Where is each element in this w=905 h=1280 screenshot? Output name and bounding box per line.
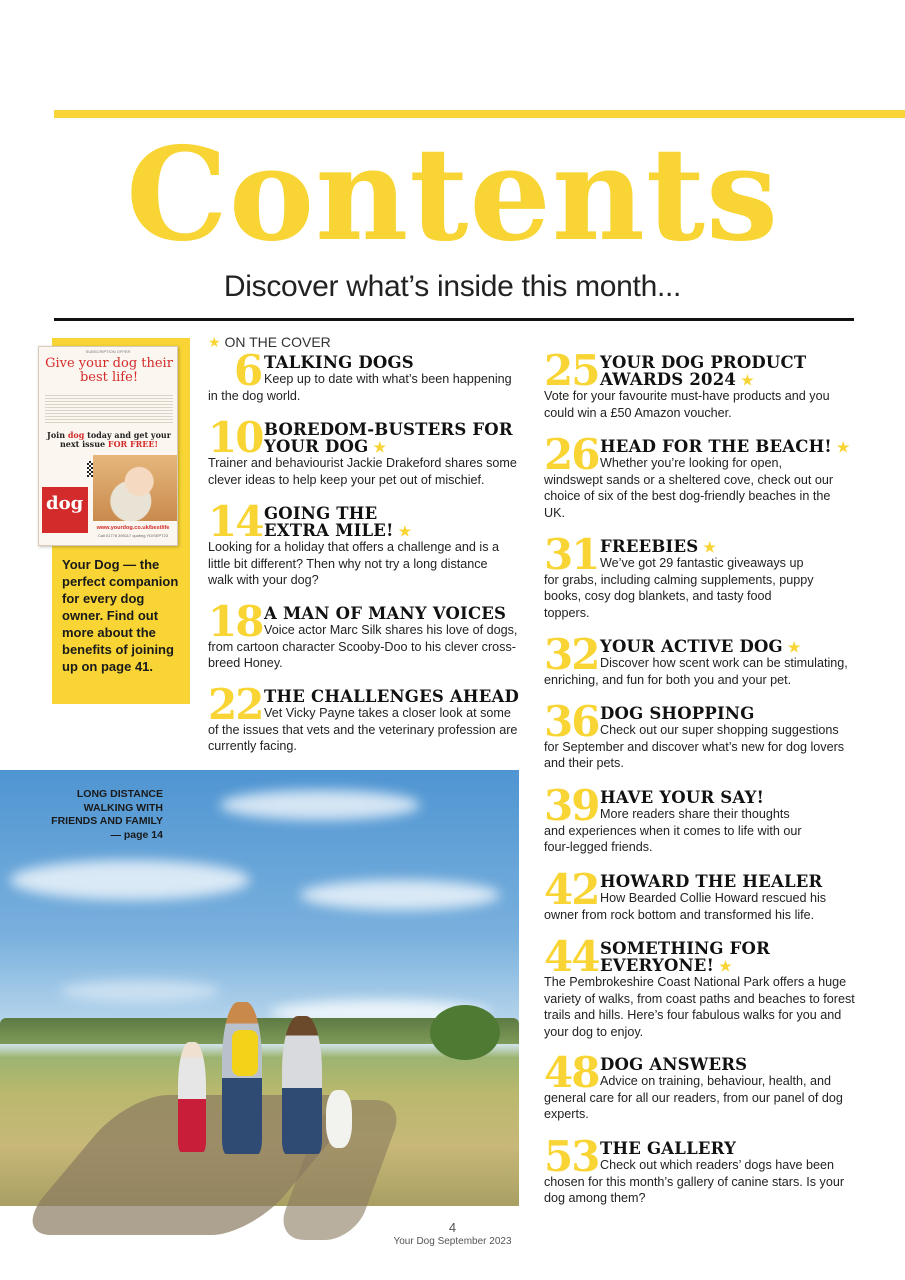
entry-title-line-1: THE CHALLENGES AHEAD bbox=[264, 687, 519, 706]
contents-entry[interactable] bbox=[208, 497, 520, 588]
magazine-cover-title: dog bbox=[46, 493, 84, 514]
entry-title bbox=[600, 354, 806, 371]
top-rule bbox=[54, 110, 905, 118]
page-number-label: 10 bbox=[208, 413, 263, 462]
contents-entry[interactable] bbox=[544, 932, 856, 1040]
contents-entry[interactable] bbox=[544, 346, 856, 420]
promo-tagline: SUBSCRIPTION OFFER bbox=[85, 349, 131, 354]
promo-join-text-2: today and get your next issue bbox=[59, 430, 171, 449]
promo-url[interactable]: www.yourdog.co.uk/bestlife bbox=[96, 525, 170, 531]
entry-title-line-1: YOUR DOG PRODUCT bbox=[600, 353, 807, 372]
entry-title-line-1: DOG ANSWERS bbox=[600, 1055, 748, 1074]
promo-join-text: Join bbox=[47, 430, 66, 440]
page-number-label: 18 bbox=[208, 597, 263, 646]
entry-title-line-2: YOUR DOG bbox=[264, 437, 369, 456]
promo-photo bbox=[93, 455, 177, 521]
entry-description: Whether you’re looking for open, windswept sands or a sheltered cove, check out our choice of six of the best dog-friendly beaches in the UK. bbox=[544, 456, 834, 521]
promo-join-free: FOR FREE! bbox=[107, 438, 159, 449]
boy-walker bbox=[282, 1016, 322, 1154]
entry-title bbox=[264, 605, 506, 622]
entry-title-line-1: FREEBIES bbox=[600, 537, 699, 556]
star-icon: ★ bbox=[831, 440, 850, 456]
child-walker bbox=[178, 1042, 206, 1152]
entry-title bbox=[600, 1140, 736, 1157]
entry-description: Vote for your favourite must-have products and you could win a £50 Amazon voucher. bbox=[544, 389, 830, 420]
entry-title bbox=[264, 421, 513, 438]
page-number-label: 48 bbox=[544, 1048, 599, 1097]
white-dog bbox=[326, 1090, 352, 1148]
page-number-label: 44 bbox=[544, 932, 599, 981]
contents-entry[interactable] bbox=[544, 697, 856, 771]
contents-entry[interactable] bbox=[208, 597, 520, 671]
promo-headline: Give your dog their best life! bbox=[45, 356, 173, 386]
entry-description: How Bearded Collie Howard rescued his owner from rock bottom and transformed his life. bbox=[544, 891, 827, 922]
entry-title-line-1: A MAN OF MANY VOICES bbox=[264, 604, 507, 623]
promo-fineprint: Call 01778 395117 quoting YD/SEPT23 bbox=[97, 533, 169, 538]
entry-description: More readers share their thoughts and experiences when it comes to life with our four-legged friends. bbox=[544, 807, 802, 855]
entry-title-line-1: DOG SHOPPING bbox=[600, 704, 755, 723]
entry-description: Discover how scent work can be stimulating, enriching, and fun for both you and your pet. bbox=[544, 656, 848, 687]
divider bbox=[54, 318, 854, 321]
contents-entry[interactable] bbox=[208, 346, 520, 403]
on-the-cover-label bbox=[208, 334, 331, 351]
star-icon: ★ bbox=[368, 440, 387, 456]
contents-entry[interactable] bbox=[208, 680, 520, 754]
entry-title bbox=[600, 873, 822, 890]
page-number-label: 31 bbox=[544, 530, 599, 579]
contents-entry[interactable] bbox=[208, 413, 520, 487]
star-icon: ★ bbox=[736, 373, 754, 389]
entry-title-line-1: GOING THE bbox=[264, 504, 378, 523]
entry-description: Voice actor Marc Silk shares his love of dogs, from cartoon character Scooby-Doo to his clever cross-breed Honey. bbox=[208, 623, 518, 671]
entry-description: Looking for a holiday that offers a challenge and is a little bit different? Then why not try a long distance walk with your dog? bbox=[208, 540, 500, 588]
entry-title bbox=[264, 688, 519, 705]
page-number-label: 26 bbox=[544, 430, 599, 479]
entry-title bbox=[264, 505, 377, 522]
tree bbox=[430, 1005, 500, 1060]
entry-title-line-1: HOWARD THE HEALER bbox=[600, 872, 823, 891]
star-icon: ★ bbox=[698, 540, 717, 556]
entry-description: Advice on training, behaviour, health, and general care for all our readers, from our panel of dog experts. bbox=[544, 1074, 843, 1122]
page-number-label: 39 bbox=[544, 781, 599, 830]
contents-entry[interactable] bbox=[544, 781, 856, 855]
yellow-backpack bbox=[232, 1030, 258, 1076]
entry-title-line-1: TALKING DOGS bbox=[264, 353, 414, 372]
promo-caption: Your Dog — the perfect companion for every dog owner. Find out more about the benefits of joining up on page 41. bbox=[62, 557, 179, 674]
on-the-cover-text: ON THE COVER bbox=[224, 334, 331, 350]
entry-description: Keep up to date with what’s been happening in the dog world. bbox=[208, 372, 512, 403]
entry-title-line-1: YOUR ACTIVE DOG bbox=[600, 637, 783, 656]
star-icon: ★ bbox=[782, 640, 801, 656]
entry-title bbox=[600, 789, 764, 806]
entry-description: The Pembrokeshire Coast National Park offers a huge variety of walks, from coast paths and beaches to forest trails and hills. Here’s four fabulous walks for you and your dog to enjoy. bbox=[544, 975, 855, 1040]
entry-title-line-2: EXTRA MILE! bbox=[264, 521, 394, 540]
star-icon: ★ bbox=[208, 334, 221, 350]
entry-description: We’ve got 29 fantastic giveaways up for grabs, including calming supplements, puppy books, cosy dog blankets, and tasty food toppers. bbox=[544, 556, 814, 621]
page-number-label: 6 bbox=[234, 346, 262, 395]
page-number-label: 22 bbox=[208, 680, 263, 729]
page-number-label: 25 bbox=[544, 346, 599, 395]
footer-publication: Your Dog September 2023 bbox=[393, 1236, 512, 1247]
promo-join-brand: dog bbox=[67, 430, 85, 440]
promo-body-text bbox=[45, 393, 173, 425]
page-number: 4 bbox=[448, 1220, 457, 1235]
contents-entry[interactable] bbox=[544, 865, 856, 922]
entry-title-line-1: BOREDOM-BUSTERS FOR bbox=[264, 420, 513, 439]
star-icon: ★ bbox=[714, 959, 732, 975]
page-subtitle: Discover what’s inside this month... bbox=[223, 270, 682, 303]
entry-title-line-2: EVERYONE! bbox=[600, 956, 715, 975]
entry-title bbox=[600, 705, 755, 722]
entry-title-line-2: AWARDS 2024 bbox=[600, 370, 737, 389]
entry-title-line-1: THE GALLERY bbox=[600, 1139, 737, 1158]
page-title: Contents bbox=[125, 120, 780, 270]
entry-title-line-1: SOMETHING FOR bbox=[600, 939, 771, 958]
contents-entry[interactable] bbox=[544, 1132, 856, 1206]
contents-entry[interactable] bbox=[544, 530, 856, 621]
entry-title bbox=[600, 940, 770, 957]
woman-walker bbox=[222, 1002, 262, 1154]
entry-title-line-1: HAVE YOUR SAY! bbox=[600, 788, 765, 807]
photo-caption: LONG DISTANCE WALKING WITH FRIENDS AND FAMILY — page 14 bbox=[51, 788, 163, 841]
star-icon: ★ bbox=[393, 524, 412, 540]
magazine-cover-thumbnail bbox=[42, 487, 88, 533]
promo-magazine-ad[interactable] bbox=[38, 346, 178, 546]
page-number-label: 42 bbox=[544, 865, 599, 914]
entry-description: Vet Vicky Payne takes a closer look at some of the issues that vets and the veterinary profession are currently facing. bbox=[208, 706, 518, 754]
contents-entry[interactable] bbox=[544, 1048, 856, 1122]
promo-join bbox=[45, 431, 173, 449]
entry-description: Check out our super shopping suggestions for September and discover what’s new for dog lovers and their pets. bbox=[544, 723, 845, 771]
entry-description: Trainer and behaviourist Jackie Drakeford shares some clever ideas to help keep your pet out of mischief. bbox=[208, 456, 517, 487]
page-number-label: 53 bbox=[544, 1132, 599, 1181]
contents-entry[interactable] bbox=[544, 430, 856, 521]
entry-title bbox=[600, 1056, 747, 1073]
contents-entry[interactable] bbox=[544, 630, 856, 687]
page-number-label: 32 bbox=[544, 630, 599, 679]
entry-title-line-1: HEAD FOR THE BEACH! bbox=[600, 437, 832, 456]
entry-title bbox=[264, 354, 414, 371]
entry-description: Check out which readers’ dogs have been chosen for this month’s gallery of canine stars. Is your dog among them? bbox=[544, 1158, 845, 1206]
page-number-label: 14 bbox=[208, 497, 263, 546]
page-number-label: 36 bbox=[544, 697, 599, 746]
